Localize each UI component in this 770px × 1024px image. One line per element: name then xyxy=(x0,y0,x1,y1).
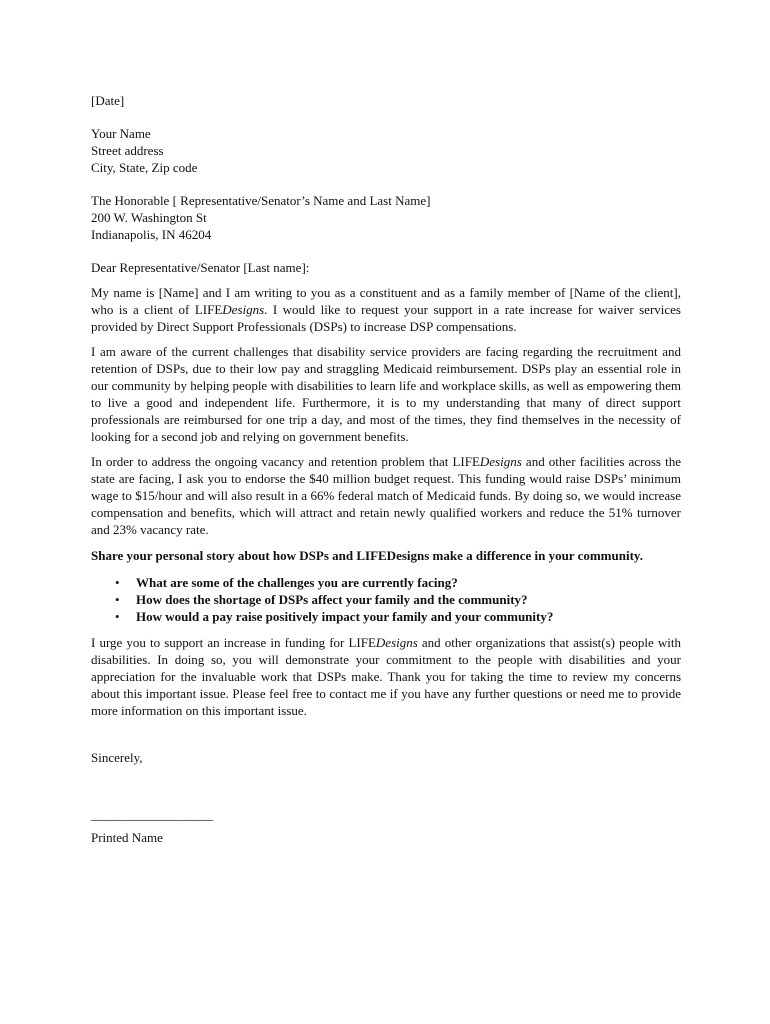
story-prompt-heading xyxy=(91,547,681,564)
paragraph-appeal-part-a: I urge you to support an increase in funding for LIFE xyxy=(91,635,376,650)
sender-city: City, State, Zip code xyxy=(91,160,198,175)
paragraph-introduction xyxy=(91,284,681,335)
date-line xyxy=(91,92,681,109)
bullet-icon: • xyxy=(115,592,120,607)
signature-area xyxy=(91,806,681,823)
recipient-name: The Honorable [ Representative/Senator’s Name and Last Name] xyxy=(91,193,431,208)
sender-address xyxy=(91,125,681,176)
paragraph-challenges-text: I am aware of the current challenges that disability service providers are facing regarding the recruitment and retention of DSPs, due to their low pay and straggling Medicaid reimbursement. DSPs play an essential role in our community by helping people with disabilities to learn life and workplace skills, as well as empowering them to live a good and independent life. Furthermore, it is to my understanding that many of direct support professionals are reimbursed for one trip a day, and most of the times, they find themselves in the necessity of looking for a second job and relying on government benefits. xyxy=(91,344,681,444)
closing xyxy=(91,749,681,766)
bullet-icon: • xyxy=(115,575,120,590)
recipient-street: 200 W. Washington St xyxy=(91,210,207,225)
question-item xyxy=(91,591,681,608)
paragraph-introduction-part-a: My name is [Name] and I am writing to you as a constituent and as a family member of [Name of the client], who is a client of LIFE xyxy=(91,285,681,317)
paragraph-budget-part-b: and other facilities across the state are facing, I ask you to endorse the $40 million budget request. This funding would raise DSPs’ minimum wage to $15/hour and will also result in a 66% federal match of Medicaid funds. By doing so, we would increase compensation and benefits, which will attract and retain newly qualified workers and reduce the 51% turnover and 23% vacancy rate. xyxy=(91,454,681,537)
salutation xyxy=(91,259,681,276)
paragraph-appeal-part-b: and other organizations that assist(s) people with disabilities. In doing so, you will demonstrate your commitment to the people with disabilities and your appreciation for the invaluable work that DSPs make. Thank you for taking the time to review my concerns about this important issue. Please feel free to contact me if you have any further questions or need me to provide more information on this important issue. xyxy=(91,635,681,718)
recipient-address xyxy=(91,192,681,243)
lifedesigns-italic: Designs xyxy=(222,302,265,317)
question-item xyxy=(91,608,681,625)
bullet-icon: • xyxy=(115,609,120,624)
salutation-text: Dear Representative/Senator [Last name]: xyxy=(91,260,310,275)
date-text: [Date] xyxy=(91,93,125,108)
paragraph-challenges xyxy=(91,343,681,445)
question-text: What are some of the challenges you are currently facing? xyxy=(136,575,458,590)
recipient-city: Indianapolis, IN 46204 xyxy=(91,227,212,242)
question-item xyxy=(91,574,681,591)
lifedesigns-italic: Designs xyxy=(375,635,418,650)
story-prompt-text: Share your personal story about how DSPs and LIFEDesigns make a difference in your community. xyxy=(91,548,643,563)
paragraph-budget-request xyxy=(91,453,681,538)
signature-line: ______________________ xyxy=(91,807,212,822)
printed-name-area xyxy=(91,829,681,846)
printed-name-label: Printed Name xyxy=(91,830,163,845)
lifedesigns-italic: Designs xyxy=(479,454,522,469)
paragraph-introduction-part-b: . I would like to request your support in a rate increase for waiver services provided by Direct Support Professionals (DSPs) to increase DSP compensations. xyxy=(91,302,681,334)
paragraph-budget-part-a: In order to address the ongoing vacancy and retention problem that LIFE xyxy=(91,454,480,469)
sender-street: Street address xyxy=(91,143,164,158)
question-text: How does the shortage of DSPs affect your family and the community? xyxy=(136,592,528,607)
letter-page xyxy=(91,92,681,846)
closing-text: Sincerely, xyxy=(91,750,143,765)
question-text: How would a pay raise positively impact your family and your community? xyxy=(136,609,554,624)
paragraph-closing-appeal xyxy=(91,634,681,719)
sender-name: Your Name xyxy=(91,126,151,141)
question-list xyxy=(91,574,681,625)
